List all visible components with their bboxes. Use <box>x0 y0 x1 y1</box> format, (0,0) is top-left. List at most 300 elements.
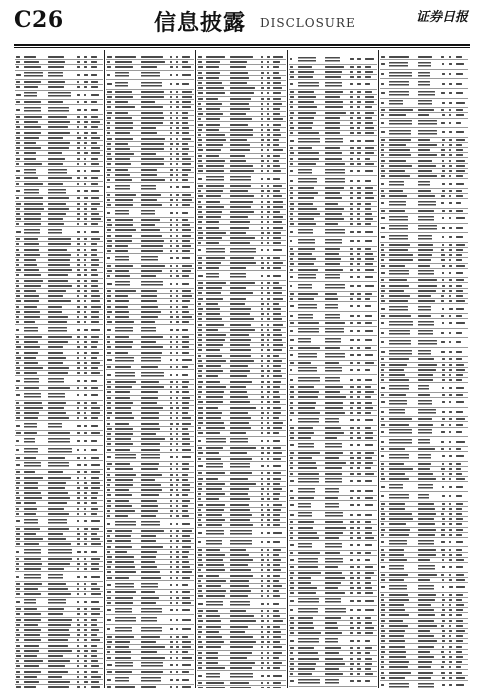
table-cell <box>456 190 462 192</box>
table-cell <box>206 87 224 89</box>
table-cell <box>267 620 269 622</box>
table-row <box>289 55 377 65</box>
table-cell <box>267 275 269 277</box>
table-cell <box>456 183 464 185</box>
table-cell <box>84 593 87 595</box>
table-cell <box>357 457 361 459</box>
table-cell <box>389 666 408 668</box>
table-cell <box>267 626 270 628</box>
table-cell <box>141 510 159 512</box>
table-cell <box>357 330 359 332</box>
table-cell <box>267 519 270 521</box>
table-cell <box>350 203 353 205</box>
table-cell <box>182 174 188 176</box>
table-cell <box>389 478 409 480</box>
table-cell <box>418 640 438 642</box>
table-cell <box>16 290 20 292</box>
table-cell <box>325 537 339 539</box>
table-cell <box>141 327 156 332</box>
table-cell <box>381 656 384 658</box>
table-cell <box>290 544 294 546</box>
table-cell <box>48 107 69 112</box>
newspaper-logo: 证券日报 <box>415 10 468 25</box>
table-cell <box>48 61 65 63</box>
table-cell <box>230 292 253 294</box>
table-cell <box>170 484 173 486</box>
table-cell <box>84 601 87 603</box>
table-cell <box>176 664 178 666</box>
table-cell <box>418 149 430 151</box>
table-cell <box>198 139 201 141</box>
table-cell <box>290 330 293 332</box>
table-cell <box>357 680 361 682</box>
table-cell <box>350 101 352 103</box>
table-cell <box>176 66 178 68</box>
table-cell <box>389 175 410 177</box>
table-cell <box>16 576 19 578</box>
table-cell <box>261 509 263 511</box>
table-cell <box>16 593 20 595</box>
table-row <box>15 517 103 527</box>
table-cell <box>77 402 80 404</box>
table-cell <box>325 96 340 98</box>
table-cell <box>418 683 434 688</box>
table-cell <box>442 401 445 403</box>
table-cell <box>182 530 192 532</box>
table-cell <box>206 682 224 684</box>
table-cell <box>141 199 158 201</box>
table-cell <box>350 117 353 119</box>
table-cell <box>442 661 445 663</box>
table-cell <box>449 620 453 622</box>
table-cell <box>198 559 202 561</box>
table-cell <box>298 478 319 483</box>
table-cell <box>456 559 464 561</box>
table-cell <box>298 322 319 324</box>
table-cell <box>267 227 269 229</box>
table-cell <box>357 140 361 142</box>
table-cell <box>230 287 246 289</box>
table-cell <box>389 210 405 212</box>
table-cell <box>176 83 179 85</box>
table-cell <box>273 675 282 677</box>
table-cell <box>182 229 191 231</box>
table-cell <box>91 101 97 103</box>
table-cell <box>298 608 319 613</box>
table-cell <box>91 269 97 271</box>
table-cell <box>77 681 80 683</box>
table-cell <box>182 74 190 76</box>
table-cell <box>298 488 315 493</box>
table-cell <box>350 170 353 172</box>
table-cell <box>77 203 80 205</box>
table-cell <box>115 194 136 196</box>
table-cell <box>441 441 444 443</box>
table-cell <box>350 76 353 78</box>
table-cell <box>261 249 263 251</box>
table-cell <box>298 632 321 634</box>
table-cell <box>298 96 317 98</box>
table-cell <box>182 329 188 331</box>
table-cell <box>16 126 20 128</box>
table-cell <box>350 673 353 675</box>
table-cell <box>91 583 97 585</box>
table-cell <box>115 281 130 286</box>
table-cell <box>182 186 190 188</box>
table-cell <box>381 285 385 287</box>
table-cell <box>449 290 453 292</box>
table-cell <box>381 594 384 596</box>
table-cell <box>84 407 87 409</box>
table-cell <box>261 237 263 239</box>
table-cell <box>449 513 453 515</box>
table-cell <box>389 350 412 355</box>
table-cell <box>442 411 446 413</box>
table-cell <box>350 652 352 654</box>
table-cell <box>16 56 20 58</box>
table-cell <box>141 489 162 491</box>
table-cell <box>456 351 463 353</box>
table-cell <box>267 662 269 664</box>
table-cell <box>456 374 463 376</box>
table-cell <box>381 541 384 543</box>
table-cell <box>381 92 385 94</box>
table-cell <box>170 366 172 368</box>
table-cell <box>198 318 202 320</box>
table-cell <box>365 354 374 356</box>
table-cell <box>170 158 172 160</box>
table-column <box>380 50 468 688</box>
table-cell <box>91 497 97 499</box>
table-cell <box>230 575 253 577</box>
table-cell <box>84 249 86 251</box>
table-cell <box>273 216 282 218</box>
table-cell <box>115 494 131 496</box>
table-cell <box>176 628 178 630</box>
table-cell <box>107 679 111 681</box>
table-cell <box>16 449 19 451</box>
table-cell <box>77 449 79 451</box>
table-cell <box>84 650 88 652</box>
table-cell <box>325 66 344 68</box>
table-cell <box>267 396 269 398</box>
table-cell <box>182 423 191 425</box>
table-cell <box>298 521 314 523</box>
table-cell <box>91 218 101 220</box>
table-cell <box>449 131 452 133</box>
table-cell <box>115 66 133 68</box>
table-cell <box>357 315 360 317</box>
table-cell <box>206 262 221 264</box>
table-cell <box>298 66 313 68</box>
table-cell <box>198 626 202 628</box>
table-cell <box>107 148 111 150</box>
table-cell <box>198 386 202 388</box>
table-cell <box>24 264 37 266</box>
table-row <box>106 581 194 591</box>
table-cell <box>77 425 81 427</box>
table-cell <box>230 463 250 468</box>
table-cell <box>449 614 453 616</box>
table-cell <box>381 149 384 151</box>
table-cell <box>206 472 225 474</box>
table-cell <box>141 127 156 129</box>
table-cell <box>325 647 342 649</box>
table-cell <box>389 529 410 531</box>
table-cell <box>381 259 384 261</box>
table-cell <box>206 631 219 633</box>
table-cell <box>456 566 463 568</box>
table-cell <box>449 170 453 172</box>
table-cell <box>77 321 80 323</box>
table-cell <box>206 662 217 664</box>
table-cell <box>170 341 172 343</box>
table-cell <box>456 594 463 596</box>
table-cell <box>198 407 202 409</box>
table-cell <box>198 237 202 239</box>
table-cell <box>261 72 264 74</box>
table-cell <box>298 218 314 220</box>
table-cell <box>230 282 255 284</box>
table-cell <box>267 365 269 367</box>
table-cell <box>16 497 20 499</box>
table-cell <box>273 554 279 556</box>
table-cell <box>107 158 111 160</box>
table-cell <box>170 540 173 542</box>
table-cell <box>273 478 281 480</box>
table-cell <box>298 418 319 423</box>
column-divider <box>104 50 105 688</box>
table-cell <box>16 394 20 396</box>
table-cell <box>77 533 80 535</box>
table-cell <box>170 657 172 659</box>
table-cell <box>77 671 80 673</box>
table-cell <box>206 144 222 146</box>
table-cell <box>115 535 131 537</box>
table-row <box>289 167 377 177</box>
table-cell <box>141 61 165 63</box>
table-cell <box>77 619 80 621</box>
table-cell <box>84 563 87 565</box>
table-cell <box>182 397 190 399</box>
table-cell <box>365 91 372 93</box>
table-cell <box>115 407 131 409</box>
table-cell <box>449 374 451 376</box>
table-cell <box>206 422 224 424</box>
table-cell <box>273 365 281 367</box>
table-cell <box>48 519 68 524</box>
table-cell <box>170 235 173 237</box>
table-cell <box>325 503 339 508</box>
table-cell <box>16 538 20 540</box>
table-cell <box>290 315 294 317</box>
table-cell <box>170 407 173 409</box>
table-cell <box>107 646 111 648</box>
table-cell <box>418 494 430 499</box>
table-cell <box>141 158 165 160</box>
table-cell <box>389 683 409 688</box>
table-row <box>106 208 194 218</box>
table-cell <box>24 152 36 154</box>
table-cell <box>357 552 360 554</box>
table-cell <box>24 543 39 545</box>
table-cell <box>389 225 408 230</box>
table-cell <box>230 324 251 326</box>
table-cell <box>176 489 179 491</box>
table-cell <box>48 583 66 585</box>
table-cell <box>48 462 69 467</box>
table-cell <box>16 316 19 318</box>
table-cell <box>182 428 188 430</box>
table-cell <box>267 282 270 284</box>
table-cell <box>16 402 19 404</box>
table-cell <box>365 76 372 78</box>
table-cell <box>170 74 172 76</box>
table-cell <box>198 472 201 474</box>
table-cell <box>141 535 156 537</box>
table-cell <box>290 391 294 393</box>
table-cell <box>115 346 131 348</box>
table-cell <box>381 254 385 256</box>
table-cell <box>456 290 463 292</box>
table-cell <box>381 523 384 525</box>
table-cell <box>325 386 344 388</box>
table-cell <box>298 412 320 414</box>
table-cell <box>176 515 179 517</box>
table-cell <box>389 439 412 444</box>
table-cell <box>350 208 353 210</box>
table-cell <box>48 300 71 302</box>
table-cell <box>91 634 97 636</box>
table-cell <box>290 647 294 649</box>
table-cell <box>115 602 133 604</box>
table-cell <box>141 235 163 237</box>
table-cell <box>198 595 202 597</box>
table-cell <box>230 118 252 120</box>
table-cell <box>442 227 446 229</box>
table-cell <box>350 521 354 523</box>
table-cell <box>261 620 264 622</box>
table-cell <box>357 652 360 654</box>
table-cell <box>24 86 38 88</box>
table-cell <box>141 454 160 459</box>
table-cell <box>418 120 437 125</box>
table-cell <box>84 231 87 233</box>
table-cell <box>442 579 445 581</box>
table-cell <box>357 432 359 434</box>
table-cell <box>77 660 79 662</box>
table-cell <box>389 594 409 596</box>
table-cell <box>24 660 43 662</box>
table-cell <box>350 263 352 265</box>
table-cell <box>115 438 130 440</box>
table-cell <box>418 225 438 230</box>
table-cell <box>357 106 360 108</box>
table-cell <box>298 407 315 409</box>
table-cell <box>141 275 156 277</box>
table-cell <box>298 213 320 215</box>
table-cell <box>261 646 264 648</box>
table-cell <box>418 677 431 679</box>
table-cell <box>418 259 432 261</box>
table-cell <box>298 437 312 439</box>
table-cell <box>107 391 111 393</box>
table-cell <box>84 61 87 63</box>
table-cell <box>84 190 88 192</box>
table-cell <box>261 87 264 89</box>
table-cell <box>290 552 293 554</box>
table-cell <box>298 263 314 265</box>
table-cell <box>365 473 374 475</box>
table-cell <box>84 163 86 165</box>
table-cell <box>273 232 281 234</box>
table-cell <box>107 96 112 98</box>
table-cell <box>84 295 87 297</box>
table-cell <box>389 300 409 302</box>
table-cell <box>107 494 111 496</box>
table-cell <box>273 149 282 151</box>
table-cell <box>267 237 269 239</box>
table-cell <box>389 181 404 186</box>
table-cell <box>198 391 202 393</box>
table-cell <box>381 364 386 366</box>
table-cell <box>456 614 462 616</box>
table-cell <box>350 444 352 446</box>
table-cell <box>91 152 100 154</box>
table-cell <box>91 655 97 657</box>
table-cell <box>141 372 164 377</box>
table-cell <box>84 238 87 240</box>
table-cell <box>261 504 264 506</box>
table-cell <box>456 92 464 94</box>
table-cell <box>77 440 81 442</box>
table-cell <box>107 311 112 313</box>
table-cell <box>290 347 293 349</box>
table-cell <box>381 249 384 251</box>
table-row <box>380 408 468 418</box>
table-row <box>15 436 103 446</box>
table-cell <box>456 554 463 556</box>
table-cell <box>449 666 452 668</box>
table-cell <box>325 197 342 199</box>
table-cell <box>16 471 20 473</box>
table-cell <box>77 497 80 499</box>
table-cell <box>16 387 19 389</box>
table-cell <box>456 609 463 611</box>
table-row <box>380 329 468 339</box>
table-cell <box>176 540 179 542</box>
table-cell <box>176 381 178 383</box>
table-cell <box>91 440 97 442</box>
table-cell <box>230 98 251 100</box>
table-cell <box>206 190 223 192</box>
table-cell <box>141 428 160 430</box>
table-cell <box>48 336 73 338</box>
table-cell <box>350 369 353 371</box>
table-cell <box>290 396 295 398</box>
table-cell <box>170 352 173 354</box>
table-cell <box>206 82 222 84</box>
table-cell <box>273 375 282 377</box>
table-cell <box>273 206 283 208</box>
table-cell <box>84 487 88 489</box>
table-cell <box>350 592 353 594</box>
table-cell <box>449 418 453 420</box>
table-cell <box>77 158 80 160</box>
table-cell <box>91 137 100 139</box>
table-cell <box>198 682 202 684</box>
table-cell <box>389 190 403 192</box>
